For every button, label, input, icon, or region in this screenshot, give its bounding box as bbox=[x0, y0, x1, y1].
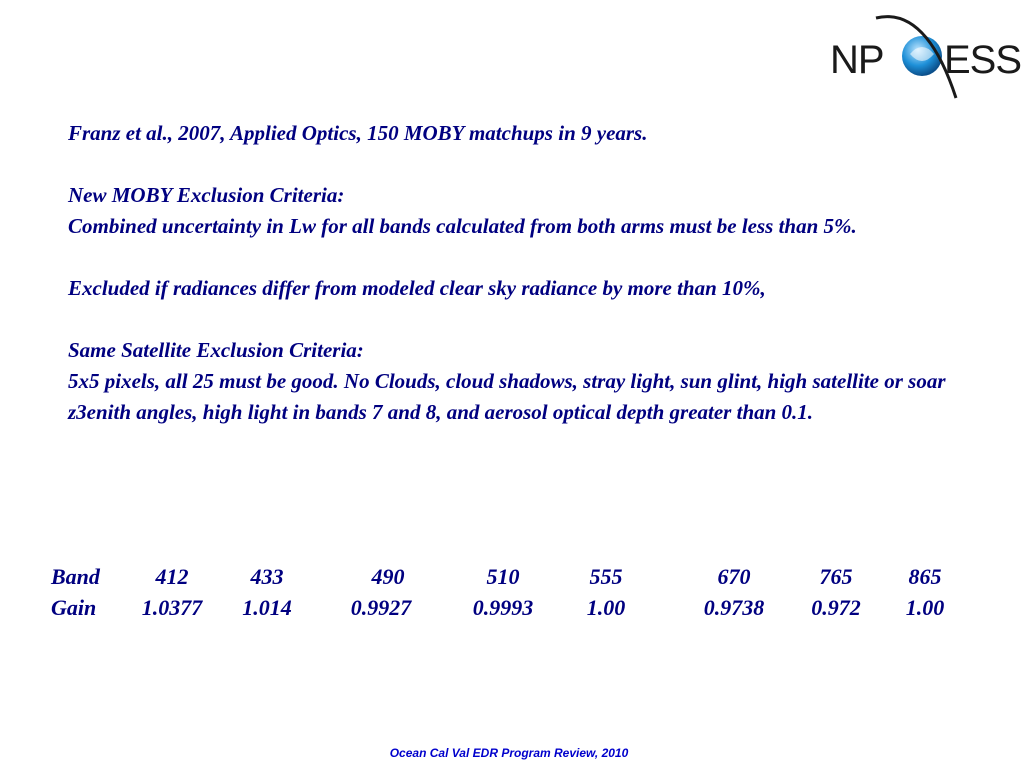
band-value: 765 bbox=[819, 564, 853, 589]
band-value: 555 bbox=[589, 564, 623, 589]
band-value: 670 bbox=[717, 564, 751, 589]
moby-criteria-heading: New MOBY Exclusion Criteria: bbox=[68, 183, 345, 207]
gain-value: 0.972 bbox=[811, 595, 861, 620]
npoess-logo bbox=[826, 10, 1022, 100]
band-value: 510 bbox=[486, 564, 520, 589]
gain-value: 0.9927 bbox=[350, 595, 412, 620]
gain-value: 1.00 bbox=[586, 595, 626, 620]
gain-value: 0.9738 bbox=[703, 595, 765, 620]
band-value: 412 bbox=[155, 564, 189, 589]
band-value: 865 bbox=[908, 564, 942, 589]
gain-value: 1.014 bbox=[242, 595, 292, 620]
logo-np-text: NP bbox=[830, 38, 884, 82]
band-value: 490 bbox=[371, 564, 405, 589]
moby-criteria-text: Combined uncertainty in Lw for all bands calculated from both arms must be less than 5%. bbox=[68, 214, 857, 238]
footer-text: Ocean Cal Val EDR Program Review, 2010 bbox=[389, 746, 629, 760]
radiance-exclusion-text: Excluded if radiances differ from modeled clear sky radiance by more than 10%, bbox=[68, 276, 766, 300]
satellite-criteria-heading: Same Satellite Exclusion Criteria: bbox=[68, 338, 364, 362]
gain-value: 1.0377 bbox=[141, 595, 203, 620]
gain-row-label: Gain bbox=[51, 595, 97, 620]
slide-body bbox=[68, 118, 948, 428]
logo-ess-text: ESS bbox=[944, 38, 1022, 82]
gain-value: 0.9993 bbox=[472, 595, 534, 620]
citation-line: Franz et al., 2007, Applied Optics, 150 MOBY matchups in 9 years. bbox=[68, 121, 648, 145]
satellite-criteria-text: 5x5 pixels, all 25 must be good. No Clouds, cloud shadows, stray light, sun glint, high satellite or soar z3enith angles, high light in bands 7 and 8, and aerosol optical depth greater than 0.1. bbox=[68, 369, 946, 424]
band-value: 433 bbox=[250, 564, 284, 589]
gain-value: 1.00 bbox=[905, 595, 945, 620]
band-row-label: Band bbox=[51, 564, 100, 589]
